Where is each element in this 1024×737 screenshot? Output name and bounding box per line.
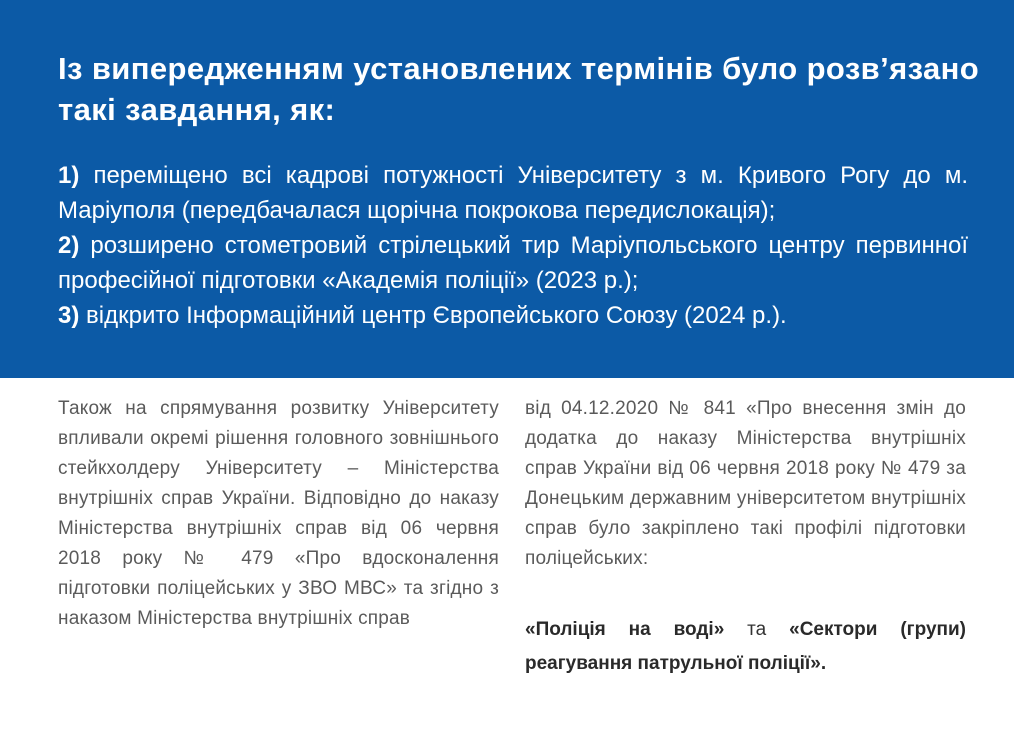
task-item-3 bbox=[58, 298, 968, 333]
task-item-1 bbox=[58, 158, 968, 228]
body-paragraph-left: Також на спрямування розвитку Університету впливали окремі рішення головного зовнішнього стейкхолдеру Університету – Міністерства внутрішніх справ України. Відповідно до наказу Міністерства внутрішніх справ від 06 червня 2018 року № 479 «Про вдосконалення підготовки поліцейських у ЗВО МВС» та згідно з наказом Міністерства внутрішніх справ bbox=[58, 398, 499, 629]
task-number: 2) bbox=[58, 232, 80, 259]
page-edge bbox=[1014, 0, 1024, 737]
body-paragraph-right: від 04.12.2020 № 841 «Про внесення змін до додатка до наказу Міністерства внутрішніх справ України від 06 червня 2018 року № 479 за Донецьким державним університетом внутрішніх справ було закріплено такі профілі підготовки поліцейських: bbox=[525, 398, 966, 569]
conjunction: та bbox=[724, 619, 790, 640]
task-item-2 bbox=[58, 228, 968, 298]
training-profiles bbox=[525, 613, 966, 681]
task-text: відкрито Інформаційний центр Європейського Союзу (2024 р.). bbox=[79, 302, 787, 329]
task-number: 1) bbox=[58, 162, 80, 189]
profile-water-police: «Поліція на воді» bbox=[525, 619, 725, 640]
task-list bbox=[58, 158, 968, 333]
task-number: 3) bbox=[58, 302, 80, 329]
profile-response-sectors: «Сектори (групи) реагування патрульної поліції» bbox=[525, 619, 966, 674]
profile-end: . bbox=[820, 653, 827, 674]
banner-title: Із випередженням установлених термінів було розв’язано такі завдання, як: bbox=[58, 51, 980, 127]
task-text: розширено стометровий стрілецький тир Маріупольського центру первинної професійної підготовки «Академія поліції» (2023 р.); bbox=[58, 232, 968, 294]
task-text: переміщено всі кадрові потужності Університету з м. Кривого Рогу до м. Маріуполя (передбачалася щорічна покрокова передислокація); bbox=[58, 162, 968, 224]
